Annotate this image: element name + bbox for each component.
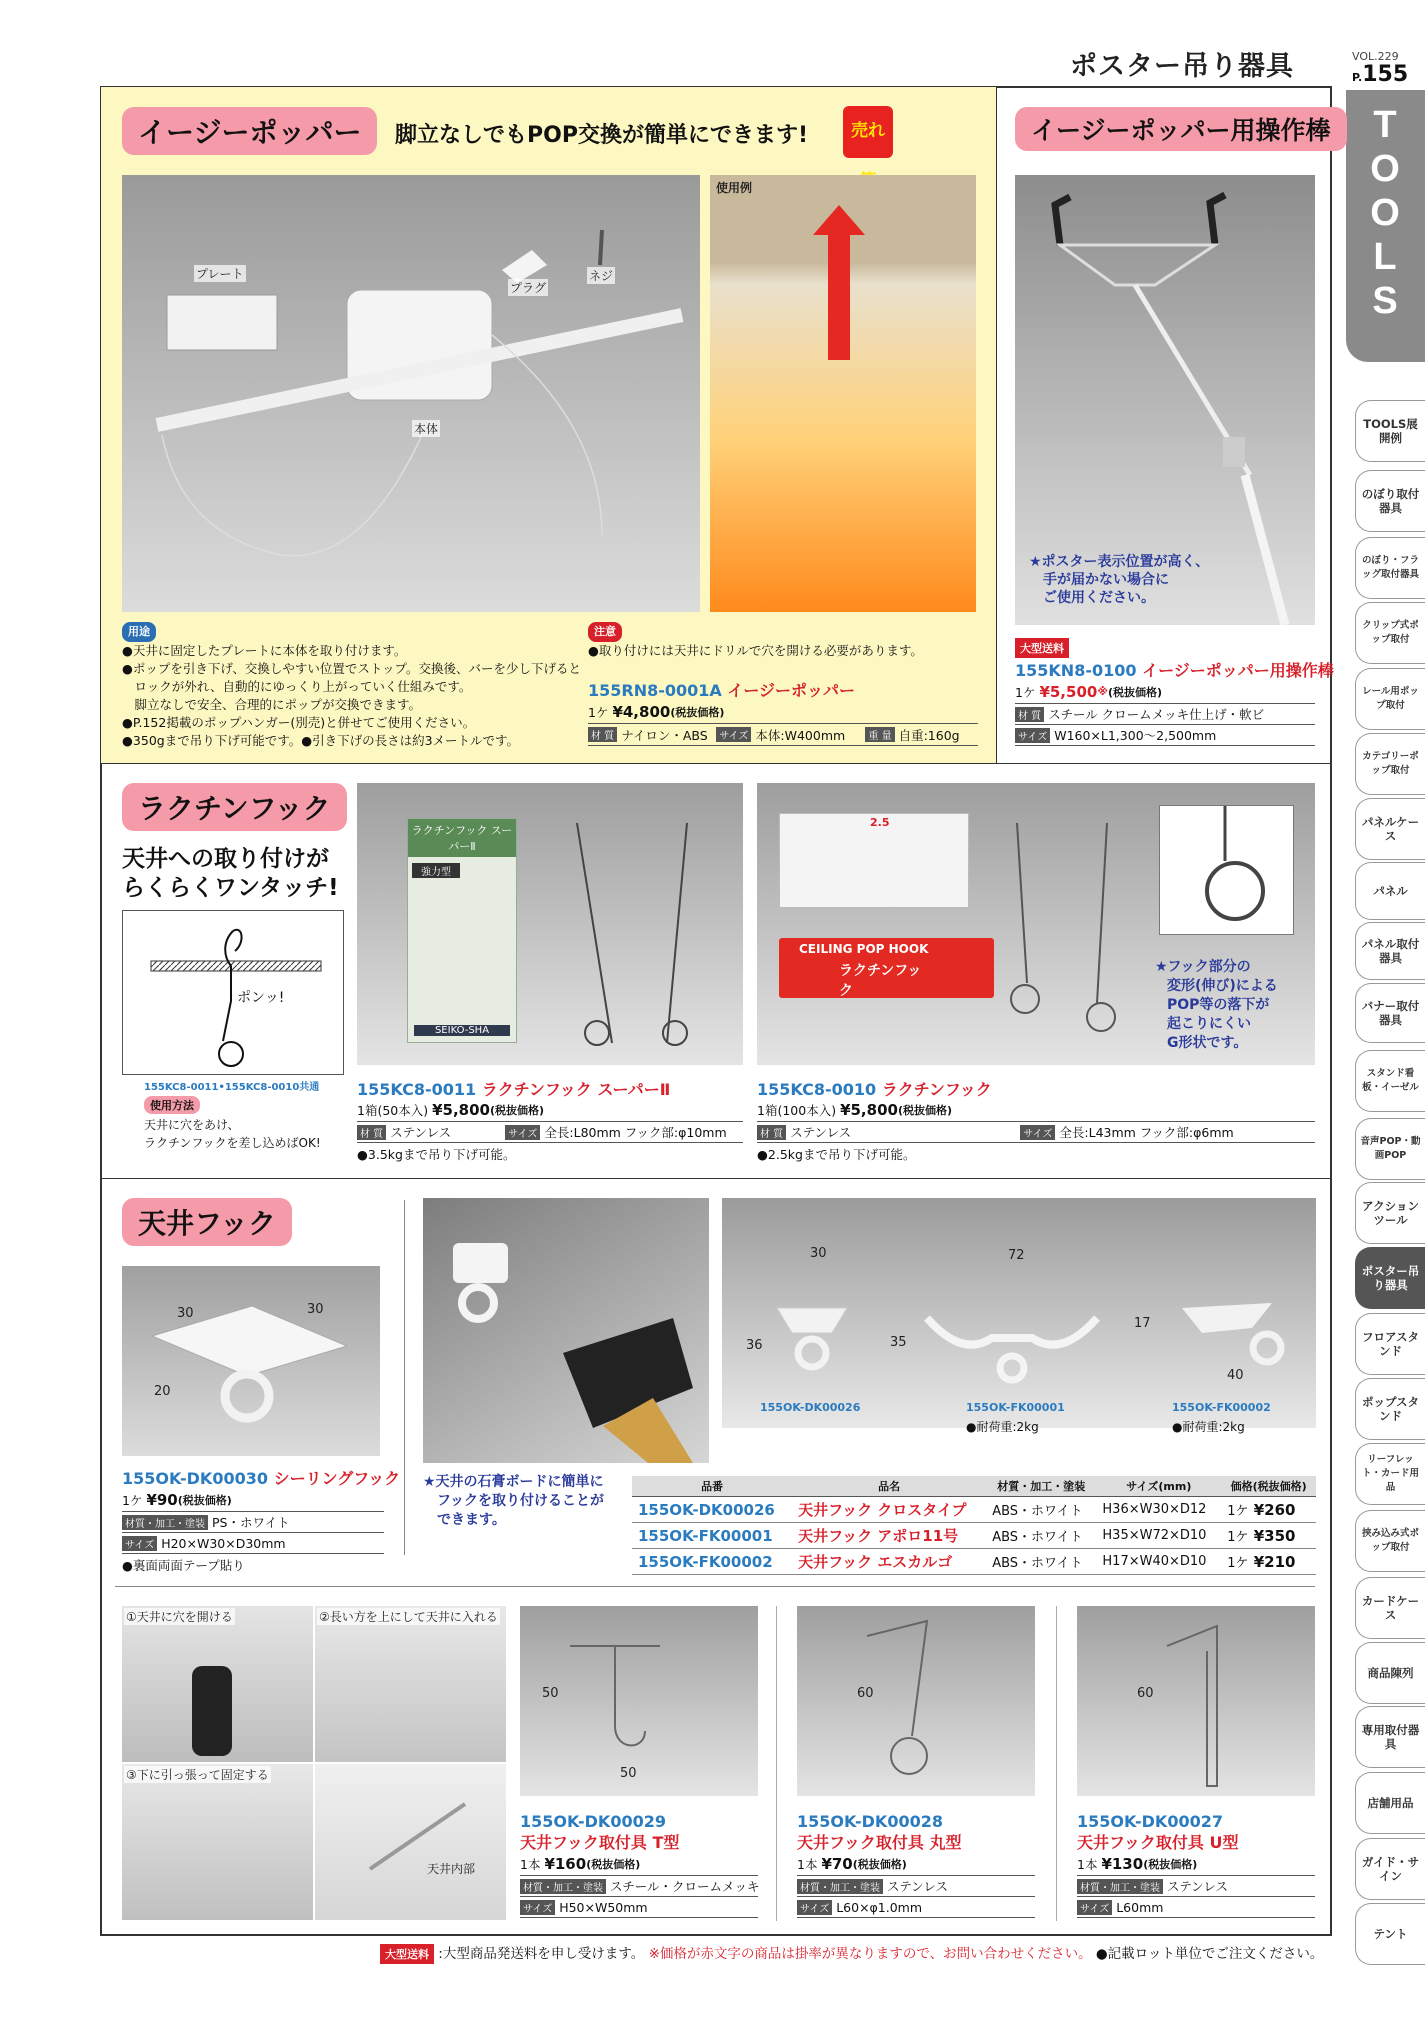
package-label: ラクチンフック スーパーⅡ <box>408 819 516 857</box>
table-cell-price: 1ケ ¥350 <box>1221 1523 1316 1549</box>
fitting-photo <box>520 1606 758 1796</box>
dim-label: 17 <box>1134 1316 1151 1331</box>
side-tab[interactable]: レール用ポップ取付 <box>1355 668 1425 730</box>
fitting-price-row: 1本 ¥160 (税抜価格) <box>520 1852 758 1876</box>
side-tab[interactable]: 店舗用品 <box>1355 1772 1425 1834</box>
ceiling-hook-photo <box>122 1266 380 1456</box>
fitting-price-row: 1本 ¥130 (税抜価格) <box>1077 1852 1315 1876</box>
fitting-code: 155OK-DK00029 <box>520 1812 666 1831</box>
rakuchin-super-note: ●3.5kgまで吊り下げ可能。 <box>357 1147 516 1162</box>
side-tab[interactable]: アクションツール <box>1355 1182 1425 1244</box>
fitting-price-row: 1本 ¥70 (税抜価格) <box>797 1852 1035 1876</box>
easy-popper-price-row: 1ケ ¥4,800 (税抜価格) <box>588 700 978 724</box>
ceiling-hook-table <box>632 1476 1316 1575</box>
operating-rod-code: 155KN8-0100 イージーポッパー用操作棒 <box>1015 661 1334 680</box>
step1-photo <box>122 1606 313 1762</box>
hook-photo <box>557 813 727 1053</box>
side-tab[interactable]: 挟み込み式ポップ取付 <box>1355 1510 1425 1572</box>
ceiling-hook-size-row: サイズ H20×W30×D30mm <box>122 1533 384 1554</box>
dim-label: 36 <box>746 1338 763 1353</box>
variant-code: 155OK-DK00026 <box>760 1401 861 1414</box>
package-maker: SEIKO-SHA <box>414 1025 510 1036</box>
operating-rod-photo <box>1015 175 1315 625</box>
table-cell: ABS・ホワイト <box>986 1497 1096 1523</box>
usage-example-photo <box>710 175 976 612</box>
hook-photo <box>997 803 1147 1043</box>
side-tab[interactable]: ポスター吊り器具 <box>1355 1247 1425 1309</box>
table-cell: 天井フック クロスタイプ <box>792 1497 986 1523</box>
dim-label: 50 <box>620 1766 637 1781</box>
ceiling-hook-note: ●裏面両面テープ貼り <box>122 1558 245 1573</box>
table-header: 価格(税抜価格) <box>1221 1476 1316 1497</box>
side-tab[interactable]: スタンド看板・イーゼル <box>1355 1050 1425 1112</box>
table-cell: 天井フック エスカルゴ <box>792 1549 986 1575</box>
easy-popper-photo <box>122 175 700 612</box>
table-cell: ABS・ホワイト <box>986 1549 1096 1575</box>
screw-label: ネジ <box>589 269 614 283</box>
rakuchin-usage: 天井に穴をあけ、 ラクチンフックを差し込めばOK! <box>144 1118 321 1150</box>
step2-label: ②長い方を上にして天井に入れる <box>319 1610 498 1624</box>
table-row <box>632 1523 1316 1549</box>
rakuchin-code: 155KC8-0010 ラクチンフック <box>757 1080 992 1099</box>
step3-photo <box>122 1764 313 1920</box>
side-tab[interactable]: パネル取付器具 <box>1355 922 1425 980</box>
rakuchin-common: 155KC8-0011•155KC8-0010共通 <box>144 1082 320 1093</box>
rakuchin-price-row: 1箱(100本入) ¥5,800 (税抜価格) <box>757 1098 1315 1122</box>
install-note: ★天井の石膏ボードに簡単に フックを取り付けることが できます。 <box>423 1474 605 1528</box>
table-cell: 155OK-FK00002 <box>632 1549 792 1575</box>
side-tab[interactable]: ガイド・サイン <box>1355 1838 1425 1900</box>
ceiling-hook-material-row: 材質・加工・塗装 PS・ホワイト <box>122 1512 384 1533</box>
fitting-name: 天井フック取付具 丸型 <box>797 1833 962 1852</box>
divider <box>996 87 997 763</box>
dim-label: 30 <box>177 1306 194 1321</box>
dim-label: 20 <box>154 1384 171 1399</box>
side-tab[interactable]: 音声POP・動画POP <box>1355 1118 1425 1180</box>
volume-label: VOL.229 <box>1352 50 1399 63</box>
fitting-size-row: サイズ L60mm <box>1077 1897 1315 1918</box>
rakuchin-note: ●2.5kgまで吊り下げ可能。 <box>757 1147 916 1162</box>
rakuchin-photo <box>757 783 1315 1065</box>
hook-variants-photo <box>722 1198 1316 1428</box>
fitting-size-row: サイズ L60×φ1.0mm <box>797 1897 1035 1918</box>
fitting-code: 155OK-DK00028 <box>797 1812 943 1831</box>
table-header: 品名 <box>792 1476 986 1497</box>
rakuchin-title: ラクチンフック <box>122 783 347 831</box>
variant-code: 155OK-FK00001 <box>966 1401 1065 1414</box>
hook-diagram <box>123 911 345 1076</box>
fitting-code: 155OK-DK00027 <box>1077 1812 1223 1831</box>
table-header: サイズ(mm) <box>1096 1476 1221 1497</box>
tools-tab-label: TOOLS <box>1364 104 1406 324</box>
divider <box>115 1586 1315 1587</box>
table-row <box>632 1549 1316 1575</box>
fitting-photo <box>1077 1606 1315 1796</box>
dim-label: 40 <box>1227 1368 1244 1383</box>
table-cell: 天井フック アポロ11号 <box>792 1523 986 1549</box>
fitting-photo <box>797 1606 1035 1796</box>
side-tab[interactable]: 商品陳列 <box>1355 1642 1425 1704</box>
table-cell: ABS・ホワイト <box>986 1523 1096 1549</box>
fitting-size-row: サイズ H50×W50mm <box>520 1897 758 1918</box>
easy-popper-spec-row: 材 質 ナイロン・ABS サイズ 本体:W400mm 重 量 自重:160g <box>588 724 978 746</box>
usage-line: ●P.152掲載のポップハンガー(別売)と併せてご使用ください。 <box>122 715 476 730</box>
side-tab[interactable]: カードケース <box>1355 1577 1425 1639</box>
caution-text: ●取り付けには天井にドリルで穴を開ける必要があります。 <box>588 643 923 658</box>
dim-label: 60 <box>1137 1686 1154 1701</box>
rakuchin-super-spec-row: 材 質 ステンレス サイズ 全長:L80mm フック部:φ10mm <box>357 1122 743 1143</box>
table-header: 品番 <box>632 1476 792 1497</box>
variant-load: ●耐荷重:2kg <box>1172 1420 1245 1434</box>
table-cell-price: 1ケ ¥210 <box>1221 1549 1316 1575</box>
ceiling-hook-code: 155OK-DK00030 シーリングフック <box>122 1469 401 1488</box>
easy-popper-code: 155RN8-0001A イージーポッパー <box>588 681 856 700</box>
install-photo <box>423 1198 709 1463</box>
table-cell-price: 1ケ ¥260 <box>1221 1497 1316 1523</box>
dim-label: 50 <box>542 1686 559 1701</box>
rakuchin-diagram <box>122 910 344 1075</box>
step3-label: ③下に引っ張って固定する <box>126 1768 269 1782</box>
table-cell: H36×W30×D12 <box>1096 1497 1221 1523</box>
usage-line: 脚立なしで安全、合理的にポップが交換できます。 <box>122 697 422 712</box>
easy-popper-illustration <box>122 175 700 612</box>
hook-box: CEILING POP HOOK ラクチンフック <box>779 938 994 998</box>
side-tab[interactable]: テント <box>1355 1903 1425 1965</box>
tools-tab[interactable] <box>1346 90 1425 362</box>
plate-label: プレート <box>196 267 244 281</box>
side-tab[interactable]: リーフレット・カード用品 <box>1355 1443 1425 1505</box>
side-tab[interactable]: バナー取付器具 <box>1355 983 1425 1043</box>
plug-label: プラグ <box>510 281 547 295</box>
ceiling-hook-title: 天井フック <box>122 1198 292 1246</box>
table-cell: H35×W72×D10 <box>1096 1523 1221 1549</box>
rakuchin-spec-row: 材 質 ステンレス サイズ 全長:L43mm フック部:φ6mm <box>757 1122 1315 1143</box>
side-tab[interactable]: パネル <box>1355 862 1425 920</box>
dim-label: 35 <box>890 1335 907 1350</box>
operating-rod-price-row: 1ケ ¥5,500 ※ (税抜価格) <box>1015 680 1315 704</box>
fitting-name: 天井フック取付具 U型 <box>1077 1833 1239 1852</box>
dim-label: 30 <box>307 1302 324 1317</box>
page-number: P.155 <box>1352 62 1409 87</box>
footer-text: ●記載ロット単位でご注文ください。 <box>1095 1946 1324 1962</box>
usage-line: ●350gまで吊り下げ可能です。●引き下げの長さは約3メートルです。 <box>122 733 520 748</box>
usage-tag: 用途 <box>122 622 156 642</box>
side-tab[interactable]: パネルケース <box>1355 798 1425 860</box>
footer <box>380 1942 1323 1964</box>
large-shipping-tag: 大型送料 <box>380 1944 434 1964</box>
usage-notes <box>122 622 587 750</box>
page-title: ポスター吊り器具 <box>1070 51 1294 82</box>
usage-line: ロックが外れ、自動的にゆっくり上がっていく仕組みです。 <box>122 679 472 694</box>
divider <box>404 1200 405 1555</box>
side-tab[interactable]: クリップ式ポップ取付 <box>1355 602 1425 664</box>
side-tab[interactable]: TOOLS展開例 <box>1355 400 1425 462</box>
table-cell: 155OK-FK00001 <box>632 1523 792 1549</box>
ceiling-inside-photo <box>315 1764 506 1920</box>
dim-label: 30 <box>810 1246 827 1261</box>
variant-load: ●耐荷重:2kg <box>966 1420 1039 1434</box>
easy-popper-title: イージーポッパー <box>122 107 377 155</box>
table-header: 材質・加工・塗装 <box>986 1476 1096 1497</box>
rakuchin-headline: 天井への取り付けが らくらくワンタッチ! <box>122 846 339 901</box>
easy-popper-tagline: 脚立なしでもPOP交換が簡単にできます! <box>395 123 808 148</box>
divider <box>776 1606 777 1921</box>
footer-text: ※価格が赤文字の商品は掛率が異なりますので、お問い合わせください。 <box>648 1946 1092 1962</box>
package <box>407 818 517 1043</box>
side-tab[interactable]: 専用取付器具 <box>1355 1706 1425 1768</box>
body-label: 本体 <box>414 422 439 436</box>
table-cell: 155OK-DK00026 <box>632 1497 792 1523</box>
usage-line: ●天井に固定したプレートに本体を取り付けます。 <box>122 643 407 658</box>
footer-text: :大型商品発送料を申し受けます。 <box>438 1946 645 1962</box>
side-tab[interactable]: ポップスタンド <box>1355 1378 1425 1440</box>
rod-note: ★ポスター表示位置が高く、 手が届かない場合に ご使用ください。 <box>1029 554 1210 606</box>
fitting-material-row: 材質・加工・塗装 ステンレス <box>1077 1876 1315 1897</box>
step1-label: ①天井に穴を開ける <box>126 1610 233 1624</box>
ceiling-hook-price-row: 1ケ ¥90 (税抜価格) <box>122 1488 384 1512</box>
operating-rod-material-row: 材 質 スチール クロームメッキ仕上げ・軟ビ <box>1015 704 1315 725</box>
variant-code: 155OK-FK00002 <box>1172 1401 1271 1414</box>
divider <box>101 1178 1332 1179</box>
rakuchin-super-price-row: 1箱(50本入) ¥5,800 (税抜価格) <box>357 1098 743 1122</box>
large-shipping-tag: 大型送料 <box>1015 638 1069 658</box>
table-cell: H17×W40×D10 <box>1096 1549 1221 1575</box>
rakuchin-super-code: 155KC8-0011 ラクチンフック スーパーⅡ <box>357 1080 671 1099</box>
step2-photo <box>315 1606 506 1762</box>
divider <box>101 763 1332 764</box>
side-tab[interactable]: カテゴリーポップ取付 <box>1355 733 1425 795</box>
g-shape-note: ★フック部分の 変形(伸び)による POP等の落下が 起こりにくい G形状です。 <box>1155 959 1278 1051</box>
best-seller-badge: 売れ <box>843 106 893 158</box>
pon-sound: ポンッ! <box>237 990 285 1006</box>
hook-display-card: 2.5 <box>779 813 969 908</box>
side-tab[interactable]: のぼり・フラッグ取付器具 <box>1355 537 1425 599</box>
table-row <box>632 1497 1316 1523</box>
operating-rod-size-row: サイズ W160×L1,300〜2,500mm <box>1015 725 1315 746</box>
side-tab[interactable]: フロアスタンド <box>1355 1313 1425 1375</box>
fitting-name: 天井フック取付具 T型 <box>520 1833 680 1852</box>
fitting-material-row: 材質・加工・塗装 スチール・クロームメッキ <box>520 1876 758 1897</box>
g-shape-closeup <box>1159 805 1294 935</box>
fitting-material-row: 材質・加工・塗装 ステンレス <box>797 1876 1035 1897</box>
rakuchin-usage-tag: 使用方法 <box>144 1096 200 1114</box>
caution-tag: 注意 <box>588 622 622 642</box>
dim-label: 60 <box>857 1686 874 1701</box>
arrow-head-icon <box>813 205 865 235</box>
side-tab[interactable]: のぼり取付器具 <box>1355 470 1425 532</box>
divider <box>1056 1606 1057 1921</box>
caution <box>588 622 988 660</box>
usage-example-label: 使用例 <box>716 181 753 195</box>
inside-label: 天井内部 <box>427 1862 476 1876</box>
lift-arrow <box>828 230 850 360</box>
package-strong: 強力型 <box>412 863 460 878</box>
operating-rod-title: イージーポッパー用操作棒 <box>1015 107 1347 151</box>
usage-line: ●ポップを引き下げ、交換しやすい位置でストップ。交換後、バーを少し下げると <box>122 661 582 676</box>
rakuchin-super-photo <box>357 783 743 1065</box>
dim-label: 72 <box>1008 1248 1025 1263</box>
